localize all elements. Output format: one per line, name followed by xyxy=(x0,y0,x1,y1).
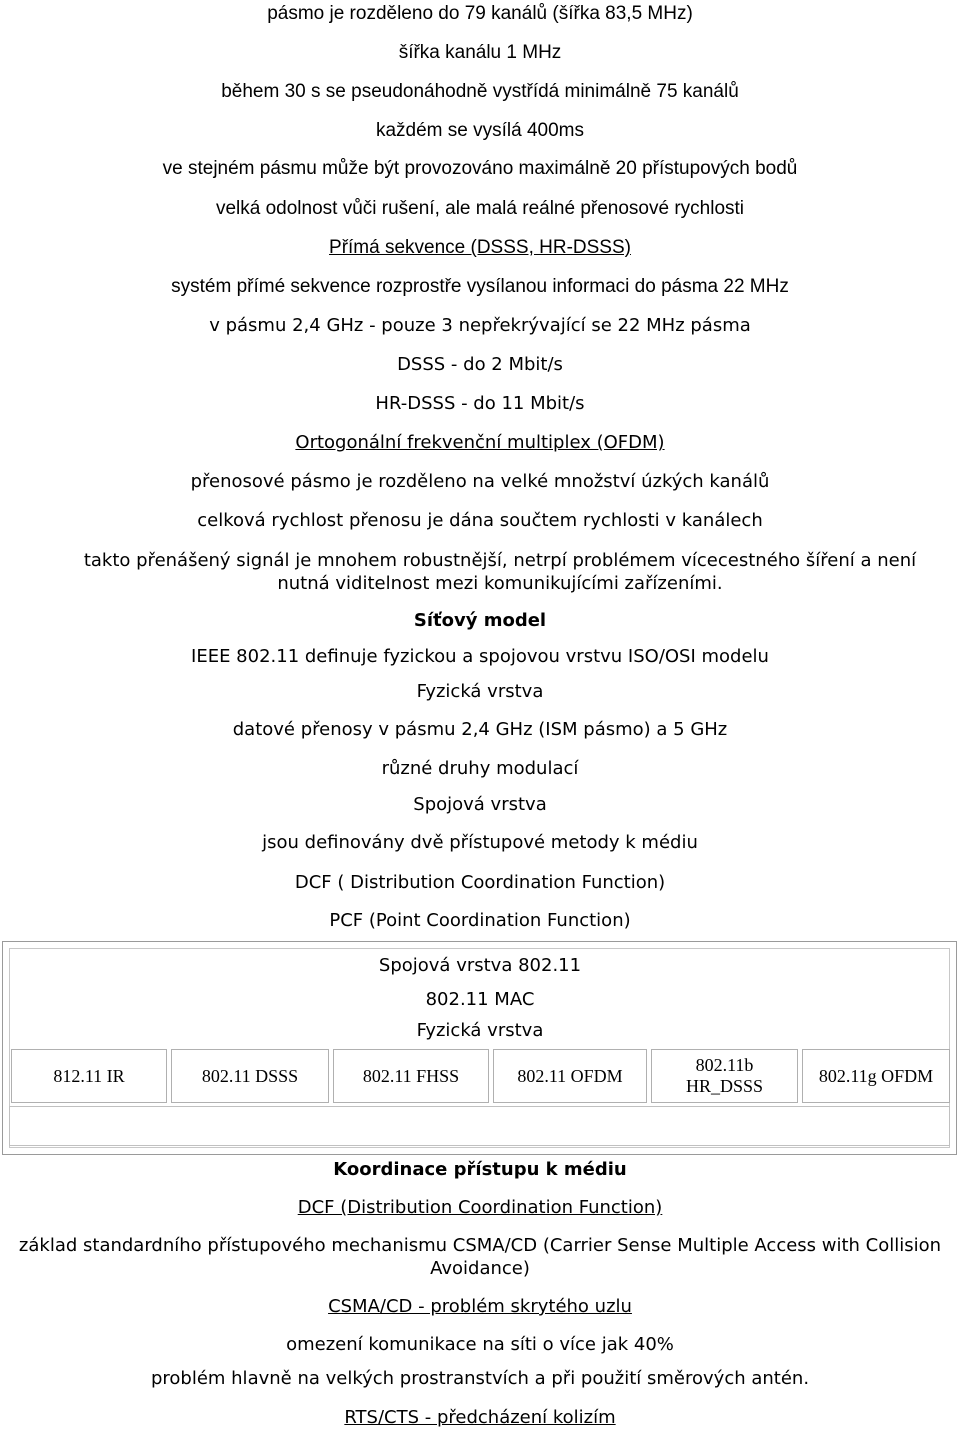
table-cell: 802.11g OFDM xyxy=(802,1049,950,1103)
text-line: DSSS - do 2 Mbit/s xyxy=(397,354,563,375)
text-line: HR-DSSS - do 11 Mbit/s xyxy=(375,393,585,414)
text-line: přenosové pásmo je rozděleno na velké množství úzkých kanálů xyxy=(190,471,770,492)
text-paragraph: takto přenášený signál je mnohem robustnější, netrpí problémem vícecestného šíření a není nutná viditelnost mezi komunikujícími zařízeními. xyxy=(83,550,917,594)
section-heading: Síťový model xyxy=(413,610,547,631)
section-heading: RTS/CTS - předcházení kolizím xyxy=(344,1407,616,1428)
section-heading: Ortogonální frekvenční multiplex (OFDM) xyxy=(295,432,665,453)
text-line: datové přenosy v pásmu 2,4 GHz (ISM pásmo) a 5 GHz xyxy=(232,719,728,740)
text-line: systém přímé sekvence rozprostře vysílanou informaci do pásma 22 MHz xyxy=(171,276,789,297)
table-cell: 802.11b HR_DSSS xyxy=(651,1049,798,1103)
section-heading: CSMA/CD - problém skrytého uzlu xyxy=(328,1296,632,1317)
text-line: různé druhy modulací xyxy=(381,758,579,779)
text-line: DCF ( Distribution Coordination Function) xyxy=(294,872,666,893)
table-row-link-layer: Spojová vrstva 802.11 xyxy=(378,955,582,976)
text-line: v pásmu 2,4 GHz - pouze 3 nepřekrývající se 22 MHz pásma xyxy=(209,315,751,336)
table-row-physical: Fyzická vrstva xyxy=(416,1020,544,1041)
text-paragraph: základ standardního přístupového mechanismu CSMA/CD (Carrier Sense Multiple Access with Collision Avoidance) xyxy=(18,1235,942,1279)
text-line: jsou definovány dvě přístupové metody k médiu xyxy=(262,832,698,853)
text-line: Spojová vrstva xyxy=(413,794,547,815)
text-line: velká odolnost vůči rušení, ale malá reálné přenosové rychlosti xyxy=(215,198,745,219)
text-line: PCF (Point Coordination Function) xyxy=(329,910,631,931)
text-line: každém se vysílá 400ms xyxy=(375,120,585,141)
section-heading: Koordinace přístupu k médiu xyxy=(333,1159,627,1180)
table-cell: 802.11 FHSS xyxy=(333,1049,489,1103)
text-line: Fyzická vrstva xyxy=(416,681,544,702)
section-heading: Přímá sekvence (DSSS, HR-DSSS) xyxy=(329,237,631,258)
text-line: problém hlavně na velkých prostranstvích a při použití směrových antén. xyxy=(150,1368,810,1389)
text-line: během 30 s se pseudonáhodně vystřídá minimálně 75 kanálů xyxy=(221,81,739,102)
table-empty-row xyxy=(9,1106,950,1146)
table-cell: 812.11 IR xyxy=(11,1049,167,1103)
text-line: ve stejném pásmu může být provozováno maximálně 20 přístupových bodů xyxy=(162,158,798,179)
table-cell: 802.11 DSSS xyxy=(171,1049,329,1103)
table-row-mac: 802.11 MAC xyxy=(425,989,535,1010)
section-heading: DCF (Distribution Coordination Function) xyxy=(297,1197,663,1218)
text-line: celková rychlost přenosu je dána součtem rychlosti v kanálech xyxy=(197,510,763,531)
text-line: omezení komunikace na síti o více jak 40% xyxy=(286,1334,674,1355)
text-line: pásmo je rozděleno do 79 kanálů (šířka 83,5 MHz) xyxy=(267,3,693,24)
text-line: IEEE 802.11 definuje fyzickou a spojovou vrstvu ISO/OSI modelu xyxy=(191,646,769,667)
table-cell: 802.11 OFDM xyxy=(493,1049,647,1103)
text-line: šířka kanálu 1 MHz xyxy=(398,42,562,63)
